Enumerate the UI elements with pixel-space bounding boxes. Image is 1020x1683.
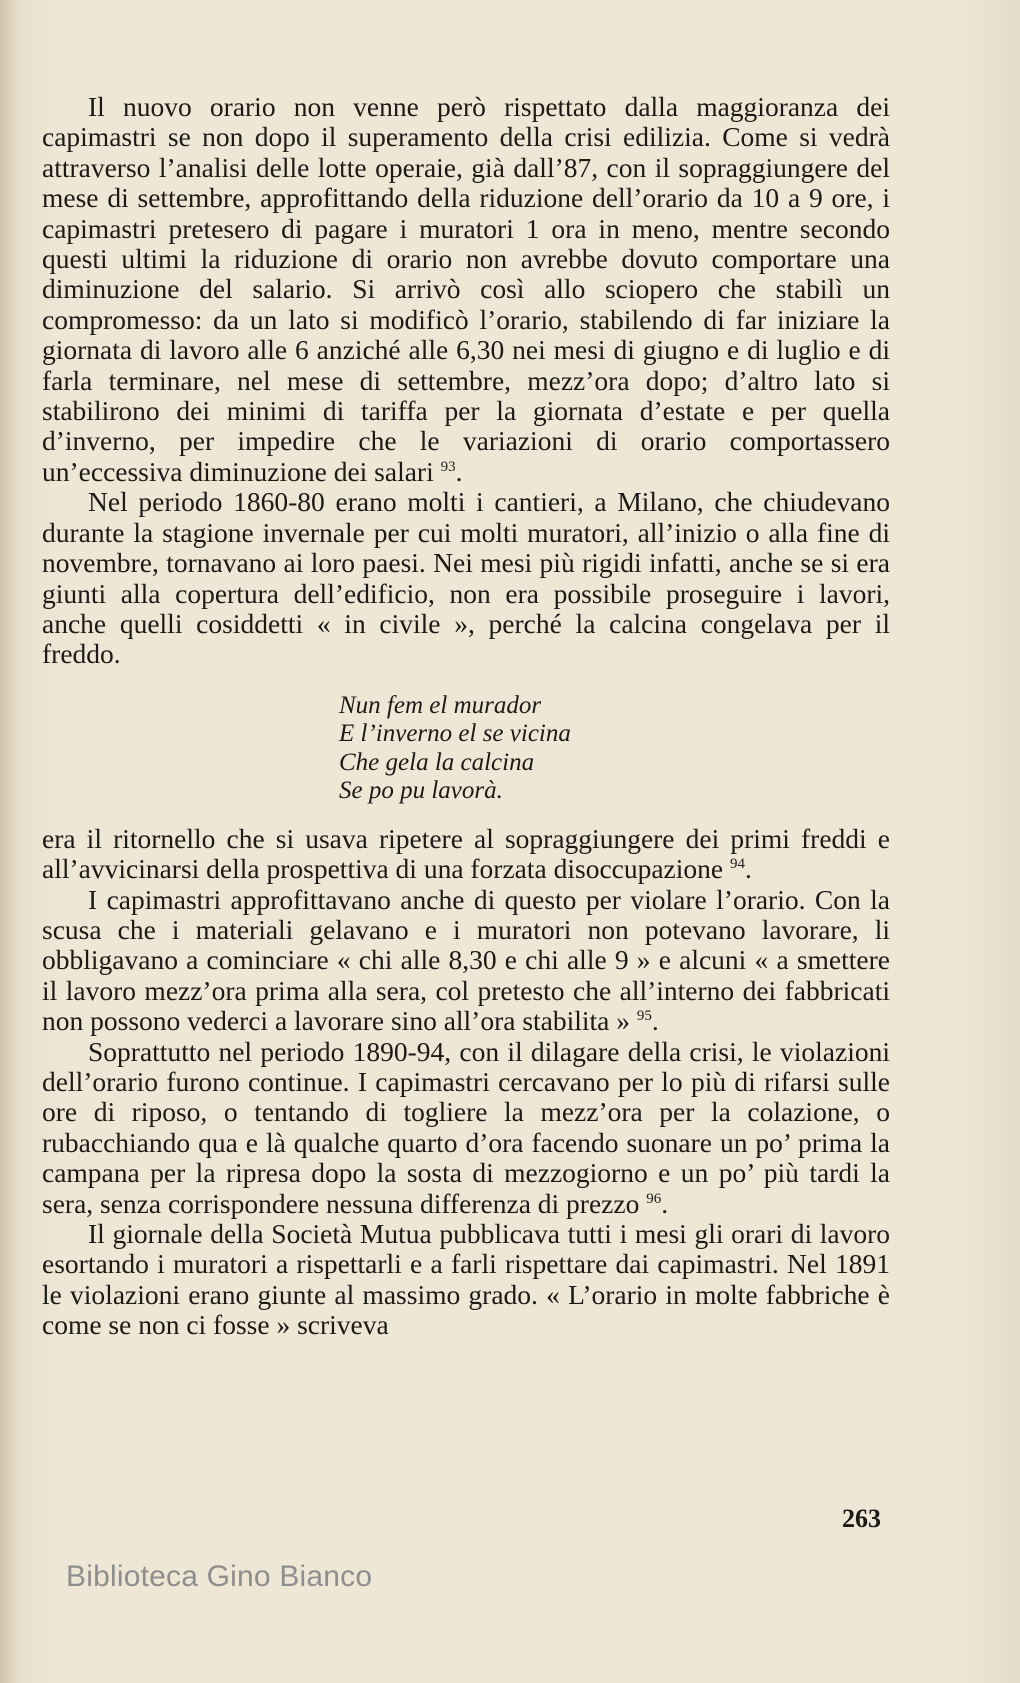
poem-line: Che gela la calcina [339,748,535,776]
paragraph-1-text: Il nuovo orario non venne però rispettato dalla maggioranza dei capimastri se non dopo il superamento della crisi edilizia. Come si vedrà attraverso l’analisi delle lotte operaie, già dall’87, con il sopraggiungere del mese di settembre, approfittando della riduzione dell’orario da 10 a 9 ore, i capimastri pretesero di pagare i muratori 1 ora in meno, mentre secondo questi ultimi la riduzione di orario non avrebbe dovuto comportare una diminuzione del salario. Si arrivò così allo sciopero che stabilì un compromesso: da un lato si modificò l’orario, stabilendo di far iniziare la giornata di lavoro alle 6 anziché alle 6,30 nei mesi di giugno e di luglio e di farla terminare, nel mese di settembre, mezz’ora dopo; d’altro lato si stabilirono dei minimi di tariffa per la giornata d’estate e per quella d’inverno, per impedire che le variazioni di orario comportassero un’eccessiva diminuzione dei salari [42,91,890,487]
paragraph-4 [42,1037,890,1219]
paragraph-2-text: Nel periodo 1860-80 erano molti i cantieri, a Milano, che chiudevano durante la stagione invernale per cui molti muratori, all’inizio o alla fine di novembre, tornavano ai loro paesi. Nei mesi più rigidi infatti, anche se si era giunti alla copertura dell’edificio, non era possibile proseguire i lavori, anche quelli cosiddetti « in civile », perché la calcina congelava per il freddo. [42,486,890,670]
body-text [42,92,890,1341]
continuation-text: era il ritornello che si usava ripetere al sopraggiungere dei primi freddi e all’avvicinarsi della prospettiva di una forzata disoccupazione [42,822,890,885]
footnote-ref-95: 95 [636,1008,652,1024]
footnote-ref-94: 94 [729,855,745,872]
footnote-ref-96: 96 [646,1190,662,1207]
paragraph-4-end: . [661,1187,669,1219]
paragraph-2 [42,487,890,669]
continuation-end: . [744,853,752,885]
paragraph-5-text: Il giornale della Società Mutua pubblicava tutti i mesi gli orari di lavoro esortando i muratori a rispettarli e a farli rispettare dai capimastri. Nel 1891 le violazioni erano giunte al massimo grado. « L’orario in molte fabbriche è come se non ci fosse » scriveva [42,1218,890,1341]
paragraph-3-text: I capimastri approfittavano anche di questo per violare l’orario. Con la scusa che i materiali gelavano e i muratori non potevano lavorare, li obbligavano a cominciare « chi alle 8,30 e chi alle 9 » e alcuni « a smettere il lavoro mezz’ora prima alla sera, col pretesto che all’interno dei fabbricati non possono vederci a lavorare sino all’ora stabilita » [42,883,890,1037]
paragraph-3 [42,885,890,1037]
paragraph-1-end: . [455,455,463,487]
paragraph-1 [42,92,890,487]
library-watermark: Biblioteca Gino Bianco [66,1560,373,1593]
paragraph-3-end: . [651,1005,659,1037]
paragraph-continuation [42,824,890,885]
poem-line: Nun fem el murador [339,691,542,719]
footnote-ref-93: 93 [440,458,456,475]
dialect-poem [339,692,890,806]
poem-line: Se po pu lavorà. [339,777,503,805]
page-number: 263 [842,1504,881,1533]
paragraph-4-text: Soprattutto nel periodo 1890-94, con il dilagare della crisi, le violazioni dell’orario furono continue. I capimastri cercavano per lo più di rifarsi sulle ore di riposo, o tentando di togliere la mezz’ora per la colazione, o rubacchiando qua e là qualche quarto d’ora facendo suonare un po’ prima la campana per la ripresa dopo la sosta di mezzogiorno e un po’ più tardi la sera, senza corrispondere nessuna differenza di prezzo [42,1035,890,1219]
poem-line: E l’inverno el se vicina [339,720,571,748]
paragraph-5 [42,1219,890,1341]
